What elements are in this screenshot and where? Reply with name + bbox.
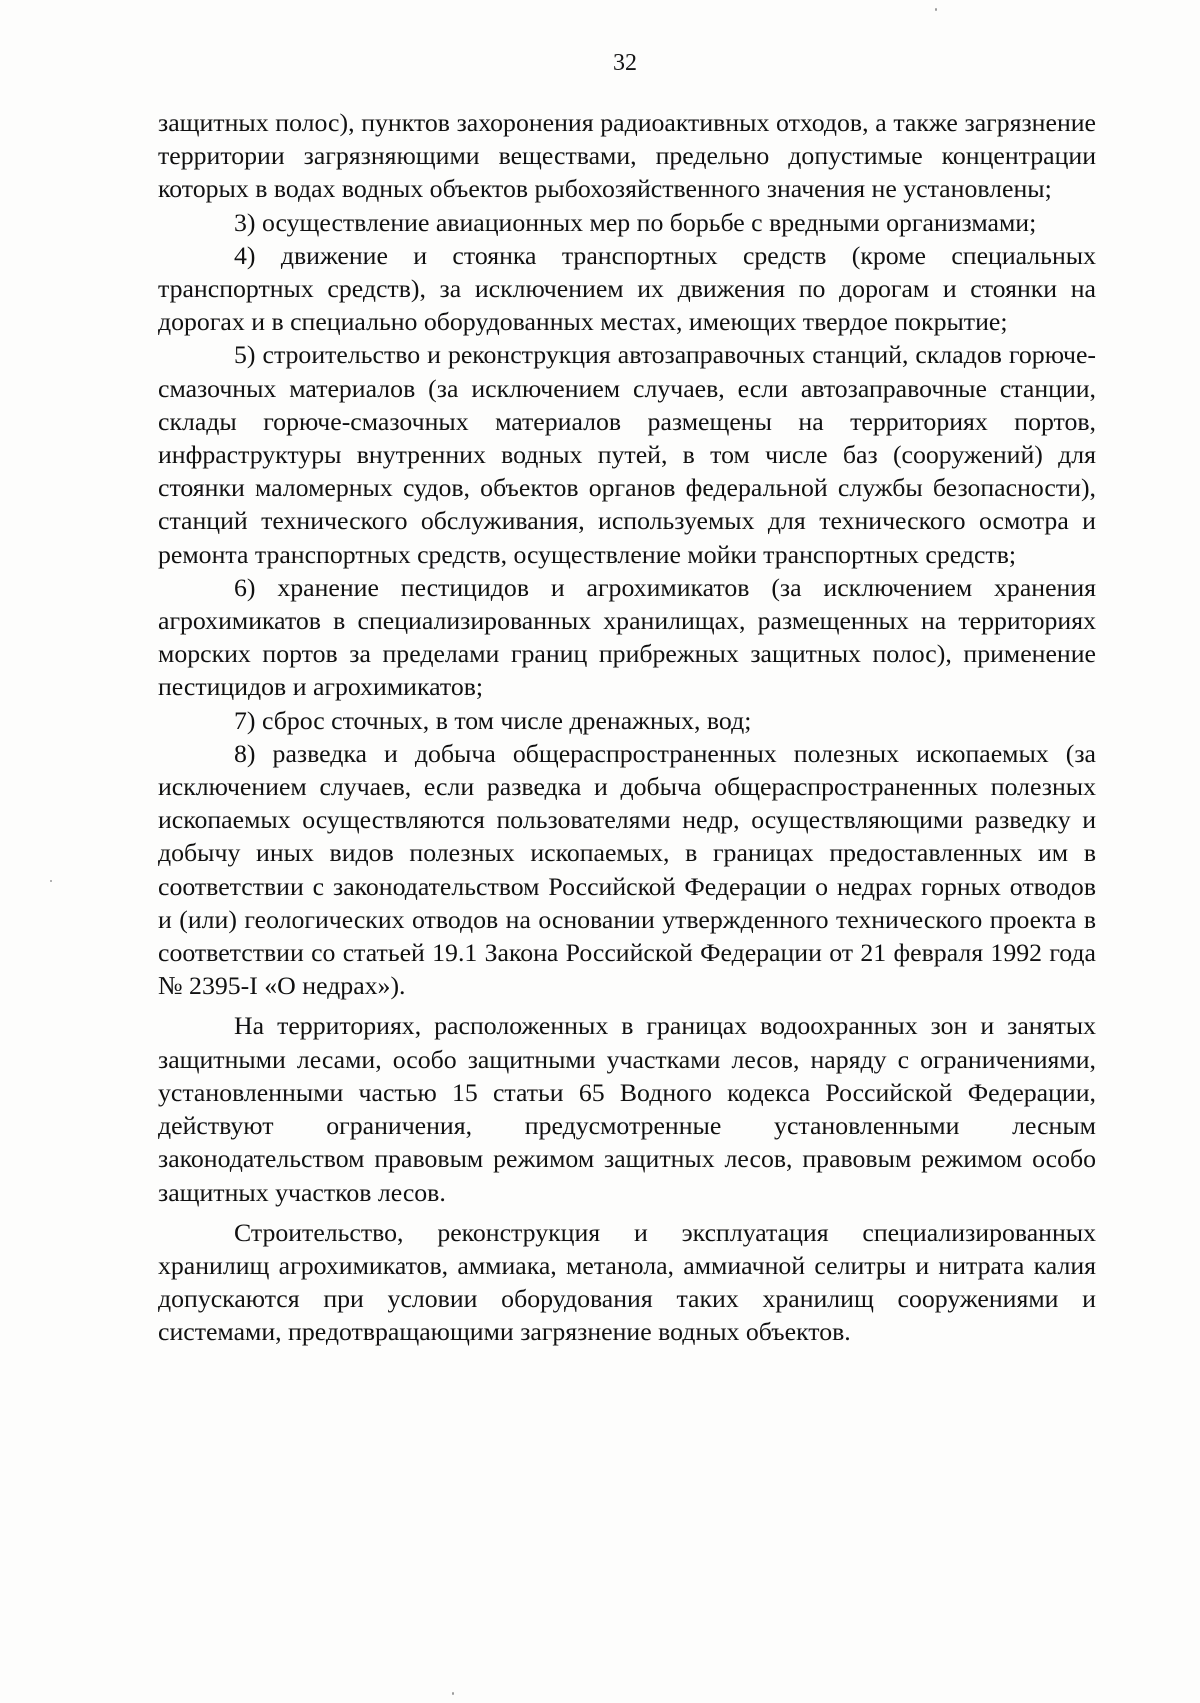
document-body	[158, 106, 1096, 1349]
list-item-6: 6) хранение пестицидов и агрохимикатов (за исключением хранения агрохимикатов в специализированных хранилищах, размещенных на территориях морских портов за пределами границ прибрежных защитных полос), применение пестицидов и агрохимикатов;	[158, 572, 1096, 702]
page-number: 32	[613, 50, 637, 76]
paragraph-continuation: защитных полос), пунктов захоронения радиоактивных отходов, а также загрязнение территории загрязняющими веществами, предельно допустимые концентрации которых в водах водных объектов рыбохозяйственного значения не установлены;	[158, 108, 1096, 204]
list-item-8: 8) разведка и добыча общераспространенных полезных ископаемых (за исключением случаев, если разведка и добыча общераспространенных полезных ископаемых осуществляются пользователями недр, осуществляющими разведку и добычу иных видов полезных ископаемых, в границах предоставленных им в соответствии с законодательством Российской Федерации о недрах горных отводов и (или) геологических отводов на основании утвержденного технического проекта в соответствии со статьей 19.1 Закона Российской Федерации от 21 февраля 1992 года № 2395-I «О недрах»).	[158, 738, 1096, 1001]
scan-speck	[452, 1692, 454, 1695]
scan-speck	[935, 8, 937, 11]
list-item-4: 4) движение и стоянка транспортных средств (кроме специальных транспортных средств), за исключением их движения по дорогам и стоянки на дорогах и в специально оборудованных местах, имеющих твердое покрытие;	[158, 240, 1096, 337]
scan-speck	[50, 880, 52, 882]
list-item-5: 5) строительство и реконструкция автозаправочных станций, складов горюче-смазочных материалов (за исключением случаев, если автозаправочные станции, склады горюче-смазочных материалов размещены на территориях портов, инфраструктуры внутренних водных путей, в том числе баз (сооружений) для стоянки маломерных судов, объектов органов федеральной службы безопасности), станций технического обслуживания, используемых для технического осмотра и ремонта транспортных средств, осуществление мойки транспортных средств;	[158, 340, 1096, 569]
list-item-7: 7) сброс сточных, в том числе дренажных, вод;	[234, 705, 752, 735]
list-item-3: 3) осуществление авиационных мер по борьбе с вредными организмами;	[234, 207, 1037, 237]
paragraph-agrochemical-storage: Строительство, реконструкция и эксплуатация специализированных хранилищ агрохимикатов, аммиака, метанола, аммиачной селитры и нитрата калия допускаются при условии оборудования таких хранилищ сооружениями и системами, предотвращающими загрязнение водных объектов.	[158, 1217, 1096, 1347]
paragraph-protective-forests: На территориях, расположенных в границах водоохранных зон и занятых защитными лесами, особо защитными участками лесов, наряду с ограничениями, установленными частью 15 статьи 65 Водного кодекса Российской Федерации, действуют ограничения, предусмотренные установленными лесным законодательством правовым режимом защитных лесов, правовым режимом особо защитных участков лесов.	[158, 1011, 1096, 1207]
